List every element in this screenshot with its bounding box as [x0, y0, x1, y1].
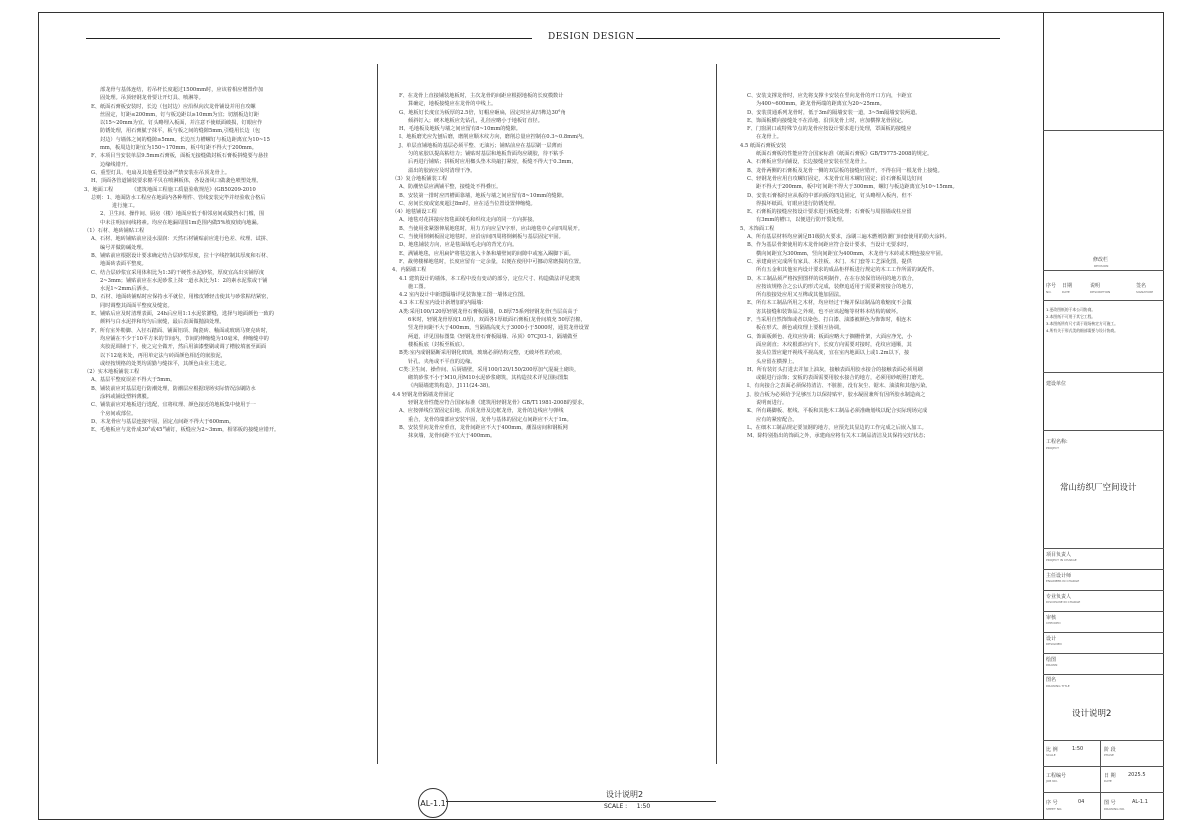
note-line: （2）实木地板铺装工程	[84, 369, 140, 376]
note-line: 个房间或部位。	[100, 410, 137, 417]
phase-label: 阶 段	[1104, 747, 1116, 753]
note-line: 应按该规格合之公认的形式完成，装修追适用于需要紧密接合的地方，	[756, 283, 917, 290]
note-line: 4.3 本工程室内设计新增加的内隔墙：	[399, 300, 487, 307]
revision-col-sub-0: NO.	[1046, 290, 1052, 294]
note-line: D、安装贯通系列龙骨时，低于3m的隔墙安装一道，3~5m隔墙安装两道。	[747, 109, 921, 116]
tb-divider	[1043, 740, 1164, 741]
role-sub: PROJECT IN CHARGE	[1046, 558, 1077, 562]
seq-label: 序 号	[1046, 800, 1058, 806]
note-line: 水泥1~2mm后洒水。	[100, 286, 152, 293]
note-line: 面应刮直；木纹根部应向下，长度方向需要对接时，花纹应通顺，其	[756, 341, 912, 348]
role-label: 审核	[1046, 615, 1057, 621]
note-line: L、在细木工制品规定要氢钢的地方，应预先其显边的工作完成之后嵌入加工。	[747, 424, 927, 431]
footer-scale-value: 1:50	[636, 803, 651, 810]
dwg-sub: DRAWING NO.	[1104, 807, 1125, 811]
date-value: 2025.5	[1128, 772, 1146, 778]
note-line: J、胶合板为必须给予足够压力以保持贴牢，胶水凝固兼所有因所胶水制造商之	[747, 391, 926, 398]
note-line: C、当使用倒刺板固定地毯时，应沿房间四周将倒刺板与基层固定牢固。	[399, 234, 564, 241]
footer-line	[446, 801, 716, 802]
note-line: （1）石材、地砖铺贴工程	[84, 228, 145, 235]
circle-label: AL-1.1	[420, 798, 446, 808]
note-line: 4.2 室内设计中新建隔墙详见装饰施工图一墙体定位图。	[399, 292, 529, 299]
revision-col-sub-3: SIGNATURE	[1136, 290, 1154, 294]
notes-column-3	[740, 92, 958, 440]
note-line: 总则：1、地面防水工程应在地面内各种埋件、管线安装完毕并经验收合格后	[91, 194, 266, 201]
job-sub: JOB NO.	[1046, 779, 1058, 783]
role-sub: CHECKED	[1046, 621, 1061, 625]
notes-column-2	[392, 92, 589, 440]
general-note: 4.所有关于形式美的细部需要与设计协商。	[1046, 328, 1118, 333]
revision-col-sub-1: DATE	[1062, 290, 1070, 294]
note-line: A类:采用100/120厚轻钢龙骨石膏板隔墙，0.8厚75系列轻钢龙骨(当层高高于	[399, 308, 578, 315]
note-line: 边缘线错开。	[100, 161, 132, 168]
note-line: E、所有木工制品所用之木材，均应经过干燥并保证制品的收缩度不会做	[747, 300, 912, 307]
header-line-left	[86, 38, 532, 39]
note-line: 害其接缝和装饰品之外观，也不应该起缩等材料本结构的破坏。	[756, 308, 902, 315]
note-line: 板在形式、颜色或纹理上要相互协调。	[756, 325, 845, 332]
note-line: 中未注明房间线将素。均应在地漏周围1m范围内做5%坡度坡向地漏。	[100, 219, 262, 226]
revision-col-2: 说明	[1090, 283, 1101, 289]
note-line: 或经按规格的处类均需勤与缝抹平，其颜色由业主选定。	[100, 360, 230, 367]
note-line: H、所有装钉头打进去并加上油灰，接触表面用胶水接合的接触表面必须用刷	[747, 366, 923, 373]
revision-col-sub-2: DESCRIPTION	[1090, 290, 1111, 294]
job-label: 工程编号	[1046, 773, 1067, 779]
note-line: 地面砖表面平整度。	[100, 261, 147, 268]
note-line: 纸面石膏板的性能应符合国家标准《纸面石膏板》GB/T9775-2008的规定。	[756, 151, 933, 158]
note-line: 4.1 建筑设计的墙体，本工程中没有变动的部分，定位尺寸、构造做法详见建筑	[399, 275, 581, 282]
footer-scale	[604, 803, 650, 810]
note-line: 4.4 轻钢龙骨隔墙龙骨固定	[392, 391, 454, 398]
note-line: B、铺装前应对基层进行防潮处理，防潮层应根据现场实际情况涂刷防水	[91, 385, 256, 392]
note-line: 进行施工。	[112, 203, 138, 210]
title-block	[1043, 12, 1164, 820]
note-line: 应有的紧密配合。	[756, 416, 798, 423]
note-line: 砌筑砂浆不小于M10,用M10水泥砂浆砌筑，其构造技术详见国标图集	[408, 375, 569, 382]
scale-label: 比 例	[1046, 747, 1058, 753]
note-line: I、有向接合之表面必须保持清洁、不脏脏，没有灰尘、锯末、油渍和其他污染。	[747, 383, 931, 390]
note-line: B、安装第一排时应凹槽面靠墙，地板与墙之间应留有8~10mm的缝隙。	[399, 192, 567, 199]
date-label: 日 期	[1104, 773, 1116, 779]
note-line: 3、地面工程 《建筑地面工程施工质量验收规范》(GB50209-2010	[84, 186, 256, 193]
role-sub: DRAWN	[1046, 663, 1058, 667]
tb-divider	[1043, 653, 1164, 654]
client-label: 建设单位	[1046, 381, 1067, 387]
note-line: 颜料与白水泥拌和均匀后嵌缝，最后表面做抛油处理。	[100, 319, 225, 326]
note-line: A、地毯对花拼接应按毯面绒毛和织纹走向的同一方向拼接。	[399, 217, 538, 224]
note-line: 竖龙骨间距不大于400mm，当隔墙高度大于3000小于5000时，通贯龙骨设置	[408, 325, 590, 332]
tb-divider	[1043, 430, 1164, 431]
note-line: 所有胶接处应用又互榫或其他加固法。	[756, 292, 845, 299]
column-divider-2	[716, 64, 717, 764]
header-line-right	[636, 38, 1000, 39]
column-divider-1	[377, 64, 378, 764]
seq-value: 04	[1078, 799, 1085, 805]
note-line: （3）复合地板铺装工程	[392, 175, 448, 182]
note-line: K、所有踢脚板、框线、平板和其他木工制品必须准确划线以配合实际现场完成	[747, 408, 928, 415]
note-line: 防锈处理，用石膏腻子抹平，板与板之间的缝隙5mm,引缝用长边（包	[100, 128, 261, 135]
note-line: 同时调整其面面平整度及缝宽。	[100, 302, 173, 309]
note-line: 2~3mm；铺贴前应在水泥砂浆上抹一道水灰比为1：2的素水泥浆或干铺	[100, 277, 268, 284]
revision-col-0: 序号	[1046, 283, 1057, 289]
note-line: 两道，详见国标图集《轻钢龙骨石膏板隔墙、吊顶》07CJ03-1，隔墙做至	[408, 333, 578, 340]
note-line: 距不得大于200mm，板中钉间距不得大于300mm，螺钉与板边距离宜为10~15mm。	[756, 184, 958, 191]
note-line: D、木工制品须严格按照图样的说明制作，在在存放保管场用的地方放合，	[747, 275, 918, 282]
note-line: C、铺装前应对地板进行选配，宜将纹理、颜色接近的地板集中使用于一	[91, 402, 256, 409]
note-line: （4）地毯铺设工程	[392, 209, 437, 216]
note-line: G、重型灯具、电扇及其他重型设备严禁安装在吊顶龙骨上。	[91, 169, 231, 176]
note-line: A、基层平整度误差不得大于5mm。	[91, 377, 176, 384]
note-line: D、木龙骨应与基层连接牢固，固定点间距不得大于600mm。	[91, 418, 235, 425]
note-line: A、防潮垫层应满铺平整，接缝处不得叠压。	[399, 184, 502, 191]
scale-value: 1:50	[1072, 746, 1084, 752]
note-line: 溢出的胶液应及时清理干净。	[408, 167, 476, 174]
drawing-title-sub: DRAWING TITLE	[1046, 684, 1070, 688]
note-line: 涂料或铺设塑料薄膜。	[100, 393, 152, 400]
note-line: 算确定，地板接缝应在龙骨的中线上。	[408, 101, 497, 108]
note-line: J、单层直铺地板的基层必须平整、无油污；铺贴前应在基层刷一层薄而	[399, 142, 562, 149]
date-sub: DATE	[1104, 779, 1112, 783]
drawing-title: 设计说明2	[1072, 709, 1112, 719]
note-line: 横向间距宜为300mm，竖向间距宜为400mm，木龙骨与木砖或木楔连接应牢固。	[756, 250, 946, 257]
note-line: F、当采用自然饰饰或者以染色、打白漆、油漆被颜色为饰饰时，相连木	[747, 317, 912, 324]
project-name: 常山纺织厂空间设计	[1060, 483, 1137, 493]
note-line: E、石膏板的接缝应按设计要求进行板缝处理；石膏板与周围墙或柱应留	[747, 209, 912, 216]
phase-sub: PHASE	[1104, 753, 1114, 757]
note-line: mm，板周边钉距宜为150~170mm，板中钉距不得大于200mm。	[100, 145, 257, 152]
note-line: 得损坏纸面，钉眼应进行防锈处理。	[756, 200, 840, 207]
note-line: H、顶面各管道铺装要求棉平贝在喷淋板体，各设备风口做袭色喷塑处理。	[91, 178, 262, 185]
scale-sub: SCALE	[1046, 753, 1056, 757]
note-line: F、所有室外勒脚、入径石踏面、铺面铝项、陶瓷砖、釉面或玻璃马赛克砖时，	[91, 327, 271, 334]
note-line: 4、内隔墙工程	[392, 267, 427, 274]
note-line: D、地毯铺装方向，应是毯面绒毛走向的背光方向。	[399, 242, 518, 249]
note-line: D、石材、地面砖铺贴时应保持水平就位，用橡皮锤轻击使其与砂浆粘结紧密，	[91, 294, 272, 301]
note-line: 为400~600mm，距龙骨两端的距离宜为20~25mm。	[756, 101, 885, 108]
dwg-value: AL-1.1	[1132, 799, 1148, 805]
note-line: A、应按弹线位置固定沿地、沿顶龙骨及边框龙骨，龙骨的边线应与弹线	[399, 408, 564, 415]
dwg-label: 图 号	[1104, 800, 1116, 806]
footer-title: 设计说明2	[606, 790, 644, 799]
note-line: 《内隔墙建筑构造》，J111(24-38)。	[408, 383, 494, 390]
revision-col-3: 签名	[1136, 283, 1147, 289]
note-line: D、安装石膏板时应从板的中部向板的四边固定，钉头略埋入板内，但不	[747, 192, 912, 199]
note-line: 施工图。	[408, 283, 429, 290]
note-line: C、结合层砂浆宜采用体积比为1:3的干硬性水泥砂浆，厚度宜高出实铺厚度	[91, 269, 265, 276]
note-line: F、本项目当安装单层9.5mm石膏板，面板无接缝做封板石膏板拼缝要与悬挂	[91, 153, 269, 160]
general-note: 2.本图纸不可用于其它工程。	[1046, 314, 1096, 319]
revision-label: 修改栏	[1093, 257, 1109, 263]
tb-divider	[1043, 548, 1164, 549]
note-line: 说明而进行。	[756, 399, 788, 406]
project-sub: PROJECT	[1046, 446, 1059, 450]
note-line: E、纸面石膏板安装时，长边（包封边）应沿纵向次龙骨铺设并用自攻螺	[91, 103, 256, 110]
note-line: B、安装竖向龙骨应垂直，龙骨间距应不大于400mm，潮湿房间和钢板网	[399, 424, 568, 431]
note-line: 后再进行铺贴；拼板时应用榔头垫木块敲打紧密，板缝不得大于0.3mm，	[408, 159, 577, 166]
role-label: 项目负责人	[1046, 552, 1072, 558]
note-line: C、安装支撑龙骨时，应先将支撑卡安装在竖向龙骨的开口方向，卡距宜	[747, 93, 912, 99]
note-line: M、除特别指出的饰面之外，承建商应将有关木工制品清洁及其保持完好状态；	[747, 433, 929, 440]
tb-vdivider	[1100, 740, 1101, 820]
note-line: 以下12毫米处，再用单定法与砖面颜色相近的嵌胶泥，	[100, 352, 226, 359]
tb-divider	[1043, 270, 1164, 271]
note-line: E、铺贴后应及时清理表面，24h后应用1:1水泥浆灌缝，选择与地面颜色一致的	[91, 311, 274, 318]
note-line: 6米时，轻钢龙骨厚度1.0厚)，双面各1厚纸面石膏板(龙骨间填充 50厚岩棉，	[408, 317, 586, 324]
note-line: C、承建商应完成所有家具、木挂板、木门、木门套等工艺深化图，提供	[747, 258, 912, 265]
note-line: 以15~20mm为宜，钉头略埋入板面，并注意不使纸面破损，钉眼应作	[100, 120, 263, 127]
role-label: 专业负责人	[1046, 594, 1072, 600]
drawing-number-circle	[418, 788, 448, 818]
note-line: 2、卫生间、操作间、厨房（楼）地面应低于相邻房间或做挡水门槛，围	[100, 211, 265, 218]
note-line: A、石膏板应竖向铺设，长边接缝应安装在竖龙骨上。	[747, 159, 871, 166]
note-line: 均应铺在不少于10平方米的节间内，节间的伸缩缝为10毫米，伸缩缝中的	[100, 335, 269, 342]
note-line: 丝固定，钉距≤200mm，钉与板边距以≥10mm为宜；切割板边钉距	[100, 111, 259, 118]
note-line: B、龙骨两侧的石膏板及龙骨一侧的双层板的接缝应错开，不得在同一根龙骨上接缝。	[747, 167, 943, 174]
seq-sub: SHEET NO.	[1046, 807, 1063, 811]
note-line: 部龙骨与基体连结，若吊杆长度超过1500mm时，应该着相应增置作加	[100, 87, 264, 93]
revision-sub: REVISION	[1094, 264, 1109, 268]
role-label: 主任设计师	[1046, 573, 1072, 579]
note-line: F、在龙骨上直接铺装地板时，主次龙骨的间距应根据地板的长度模数计	[399, 93, 564, 99]
role-sub: DESIGNED	[1046, 642, 1062, 646]
tb-divider	[1043, 632, 1164, 633]
role-label: 绘图	[1046, 657, 1057, 663]
note-line: 楼板板底（封板至板底）。	[408, 341, 468, 348]
note-line: 固处理。吊顶轻钢龙骨要让开灯具、喷淋等。	[100, 95, 204, 102]
tb-divider	[1043, 611, 1164, 612]
note-line: 或辊进行涂饰；安板的表面需要用胶水接合的地方，必须用砂纸照打磨光。	[756, 375, 928, 382]
note-line: B、当使用张紧器伸展地毯时，用力方向应呈V字形，应由地毯中心向四周展开。	[399, 225, 583, 232]
note-line: G、地板钉长度宜为板厚的2.5倍，钉帽应砸扁，固定时应从凹榫边30°角	[399, 109, 566, 116]
note-line: C、轻钢龙骨应用自攻螺钉固定，木龙骨宜用木螺钉固定；沿石膏板周边钉间	[747, 175, 923, 182]
note-line: 接头位置应避开视线平视高度，宜在室内地面以上或1.2m以下，接	[756, 350, 910, 357]
note-line: F、门窗洞口或特殊节点的龙骨应按设计要求进行处理，罩面板的接缝应	[747, 126, 912, 133]
tb-divider	[1043, 792, 1164, 793]
note-line: A、所有基层材料均应满足B1级防火要求，涂刷三遍木燃剂防潮门间套使用的防火涂料。	[747, 234, 950, 241]
note-line: 夹胶泥调铺于下，使之完全做开，然后用油漆整刷或调了槽胶填塞至面面	[100, 344, 267, 351]
general-notes	[1046, 306, 1118, 334]
revision-col-1: 日期	[1062, 283, 1073, 289]
note-line: 5、木饰面工程	[740, 225, 775, 232]
project-label: 工程名称:	[1046, 439, 1068, 445]
note-line: 所有五金和其他室内设计要求的成品柜样板进行规定的木工工作所需的氮配件。	[756, 267, 938, 274]
general-note: 1.更改图纸的于本公司协商。	[1046, 307, 1096, 312]
tb-divider	[1043, 590, 1164, 591]
general-note: 3.本图纸所有尺寸需于现场核定方可施工。	[1046, 321, 1118, 326]
note-line: A、石材、地砖铺贴前应浸水湿润：天然石材铺贴前应进行色差、纹理、试拼、	[91, 236, 272, 243]
tb-divider	[1043, 300, 1164, 301]
tb-divider	[1043, 569, 1164, 570]
note-line: 头应留在横撑上。	[756, 358, 798, 365]
note-line: B、铺贴前应根据设计要求确定结合层砂浆厚度，拉十字线控制其厚度和石材、	[91, 252, 272, 259]
note-line: 倾斜钉入；硬木地板应先钻孔，孔径应略小于地板钉直径。	[408, 117, 543, 124]
role-label: 设计	[1046, 636, 1057, 642]
note-line: E、满铺地毯，应用扁铲将毯边塞入卡条和墙壁间的间隙中或塞入踢脚下面。	[399, 250, 574, 257]
notes-column-1	[84, 86, 279, 434]
note-line: 轻钢龙骨性能应符合国家标准《建筑用轻钢龙骨》GB/T11981-2008的要求。	[408, 399, 588, 406]
note-line: 重合，龙骨的端部应安装牢固，龙骨与基体的固定点间距应不大于1m。	[408, 416, 572, 423]
note-line: 有3mm的槽口，以便进行防开裂处理。	[756, 217, 847, 224]
tb-divider	[1043, 130, 1164, 131]
footer-scale-label: SCALE :	[604, 803, 628, 810]
tb-divider	[1043, 674, 1164, 675]
note-line: 封边）与墙体之间的缝隙≥5mm。长边压力槽螺钉与板边距离宜为10~15	[100, 136, 270, 143]
note-line: C、房间长度或宽度超过8m时，应在适当位置设置伸缩缝。	[399, 200, 536, 207]
note-line: 在龙骨上。	[756, 134, 782, 141]
note-line: I、地板磨光应先刨后磨，磨削应顺木纹方向，磨削总量应控制在0.3~0.8mm内。	[399, 134, 588, 141]
note-line: G、饰面板颜色、花纹应协调；板面应略大于搁栅骨架，大面应净光，小	[747, 333, 912, 340]
note-line: 抹灰墙，龙骨间距不宜大于400mm。	[408, 433, 496, 440]
note-line: 匀的底胶以提高粘结力；铺贴时基层和地板背面均应刷胶，待不粘手	[408, 151, 564, 158]
note-line: 编号并做防碱处理。	[100, 244, 147, 251]
note-line: H、毛地板及地板与墙之间应留有8~10mm的缝隙。	[399, 126, 521, 133]
note-line: C类:卫生间、操作间、后厨墙壁，采用100/120/150/200厚加气混凝土砌块，	[399, 366, 580, 373]
note-line: B类:室内成钢隔断采用钢化玻璃，玻璃必须结构完整，无破坏性的伤痕，	[399, 350, 566, 357]
drawing-title-label: 图名	[1046, 677, 1057, 683]
tb-divider	[1043, 766, 1164, 767]
tb-divider	[1043, 372, 1164, 373]
note-line: E、毛地板应与龙骨成30°或45°铺钉，板缝应为2~3mm，相邻板的接缝应错开。	[91, 427, 280, 434]
page-title: DESIGN DESIGN	[548, 32, 635, 42]
note-line: E、饰面板横向接缝处不在沿地、沿顶龙骨上时，应加横撑龙骨固定。	[747, 117, 907, 124]
role-sub: DISCIPLINE IN CHARGE	[1046, 600, 1081, 604]
role-sub: ENGINEER IN CHARGE	[1046, 579, 1080, 583]
note-line: 4.5 纸面石膏板安装	[740, 142, 787, 149]
note-line: 针孔、夹角或不平直的边缘。	[408, 358, 476, 365]
note-line: F、裁剪楼梯地毯时，长度应留有一定余量，以便在使用中可挪动常磨损的位置。	[399, 258, 585, 265]
note-line: B、作为基层骨架使用的木龙骨间距应符合设计要求，当设计无要求时，	[747, 242, 912, 249]
